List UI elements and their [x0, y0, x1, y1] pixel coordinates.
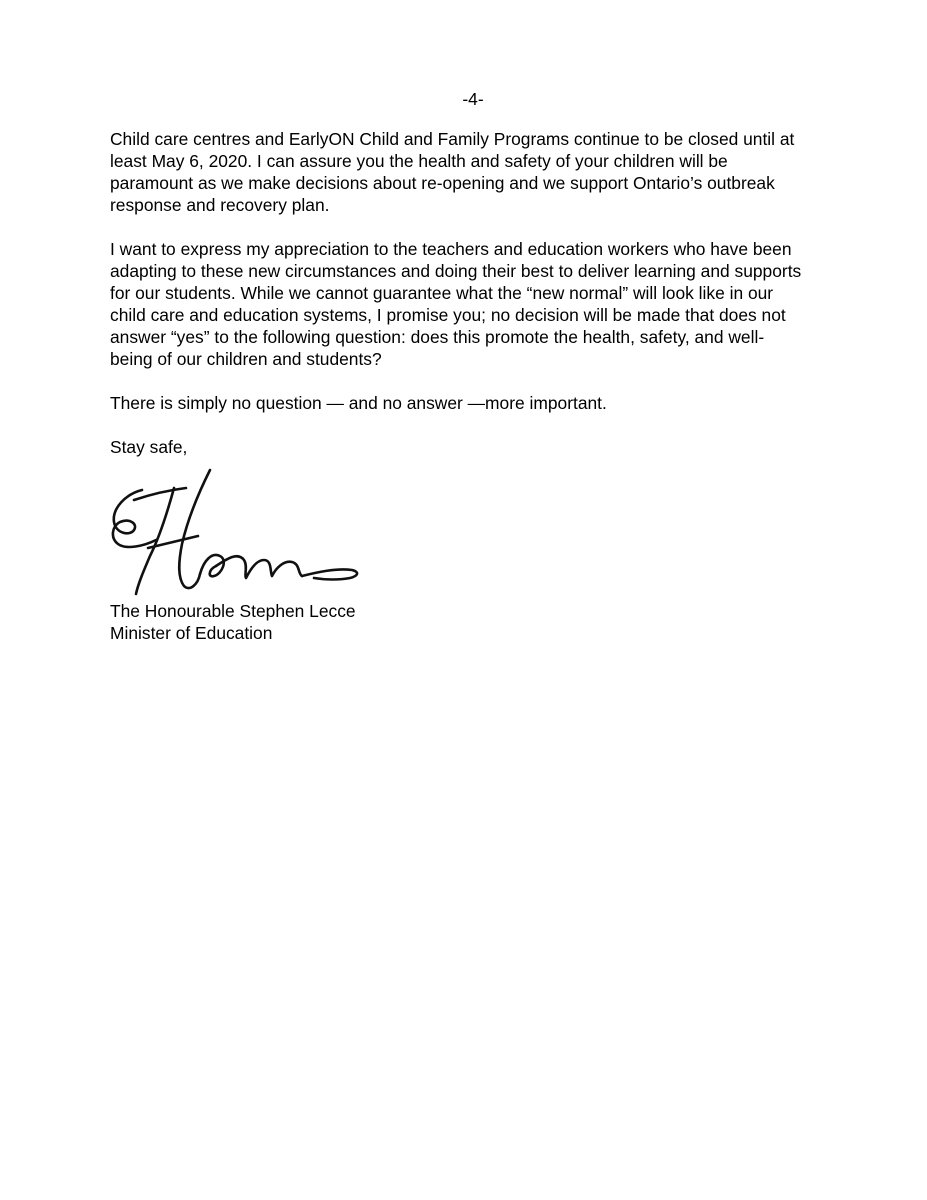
- paragraph-importance: There is simply no question — and no answer —more important.: [110, 393, 607, 413]
- signer-title: Minister of Education: [110, 623, 273, 643]
- paragraph-appreciation: I want to express my appreciation to the teachers and education workers who have been adapting to these new circumstances and doing their best to deliver learning and supports for our students. While we cannot guarantee what the “new normal” will look like in our child care and education systems, I promise you; no decision will be made that does not answer “yes” to the following question: does this promote the health, safety, and well- being of our children and students?: [110, 239, 802, 369]
- signature-icon: [104, 460, 366, 600]
- signer-block: [110, 600, 510, 644]
- paragraph-closures: Child care centres and EarlyON Child and Family Programs continue to be closed until at least May 6, 2020. I can assure you the health and safety of your children will be paramount as we make decisions about re-opening and we support Ontario’s outbreak response and recovery plan.: [110, 129, 795, 215]
- page-number: -4-: [462, 89, 484, 109]
- signer-name: The Honourable Stephen Lecce: [110, 601, 356, 621]
- closing-salutation: Stay safe,: [110, 437, 188, 457]
- letter-body: [110, 128, 830, 480]
